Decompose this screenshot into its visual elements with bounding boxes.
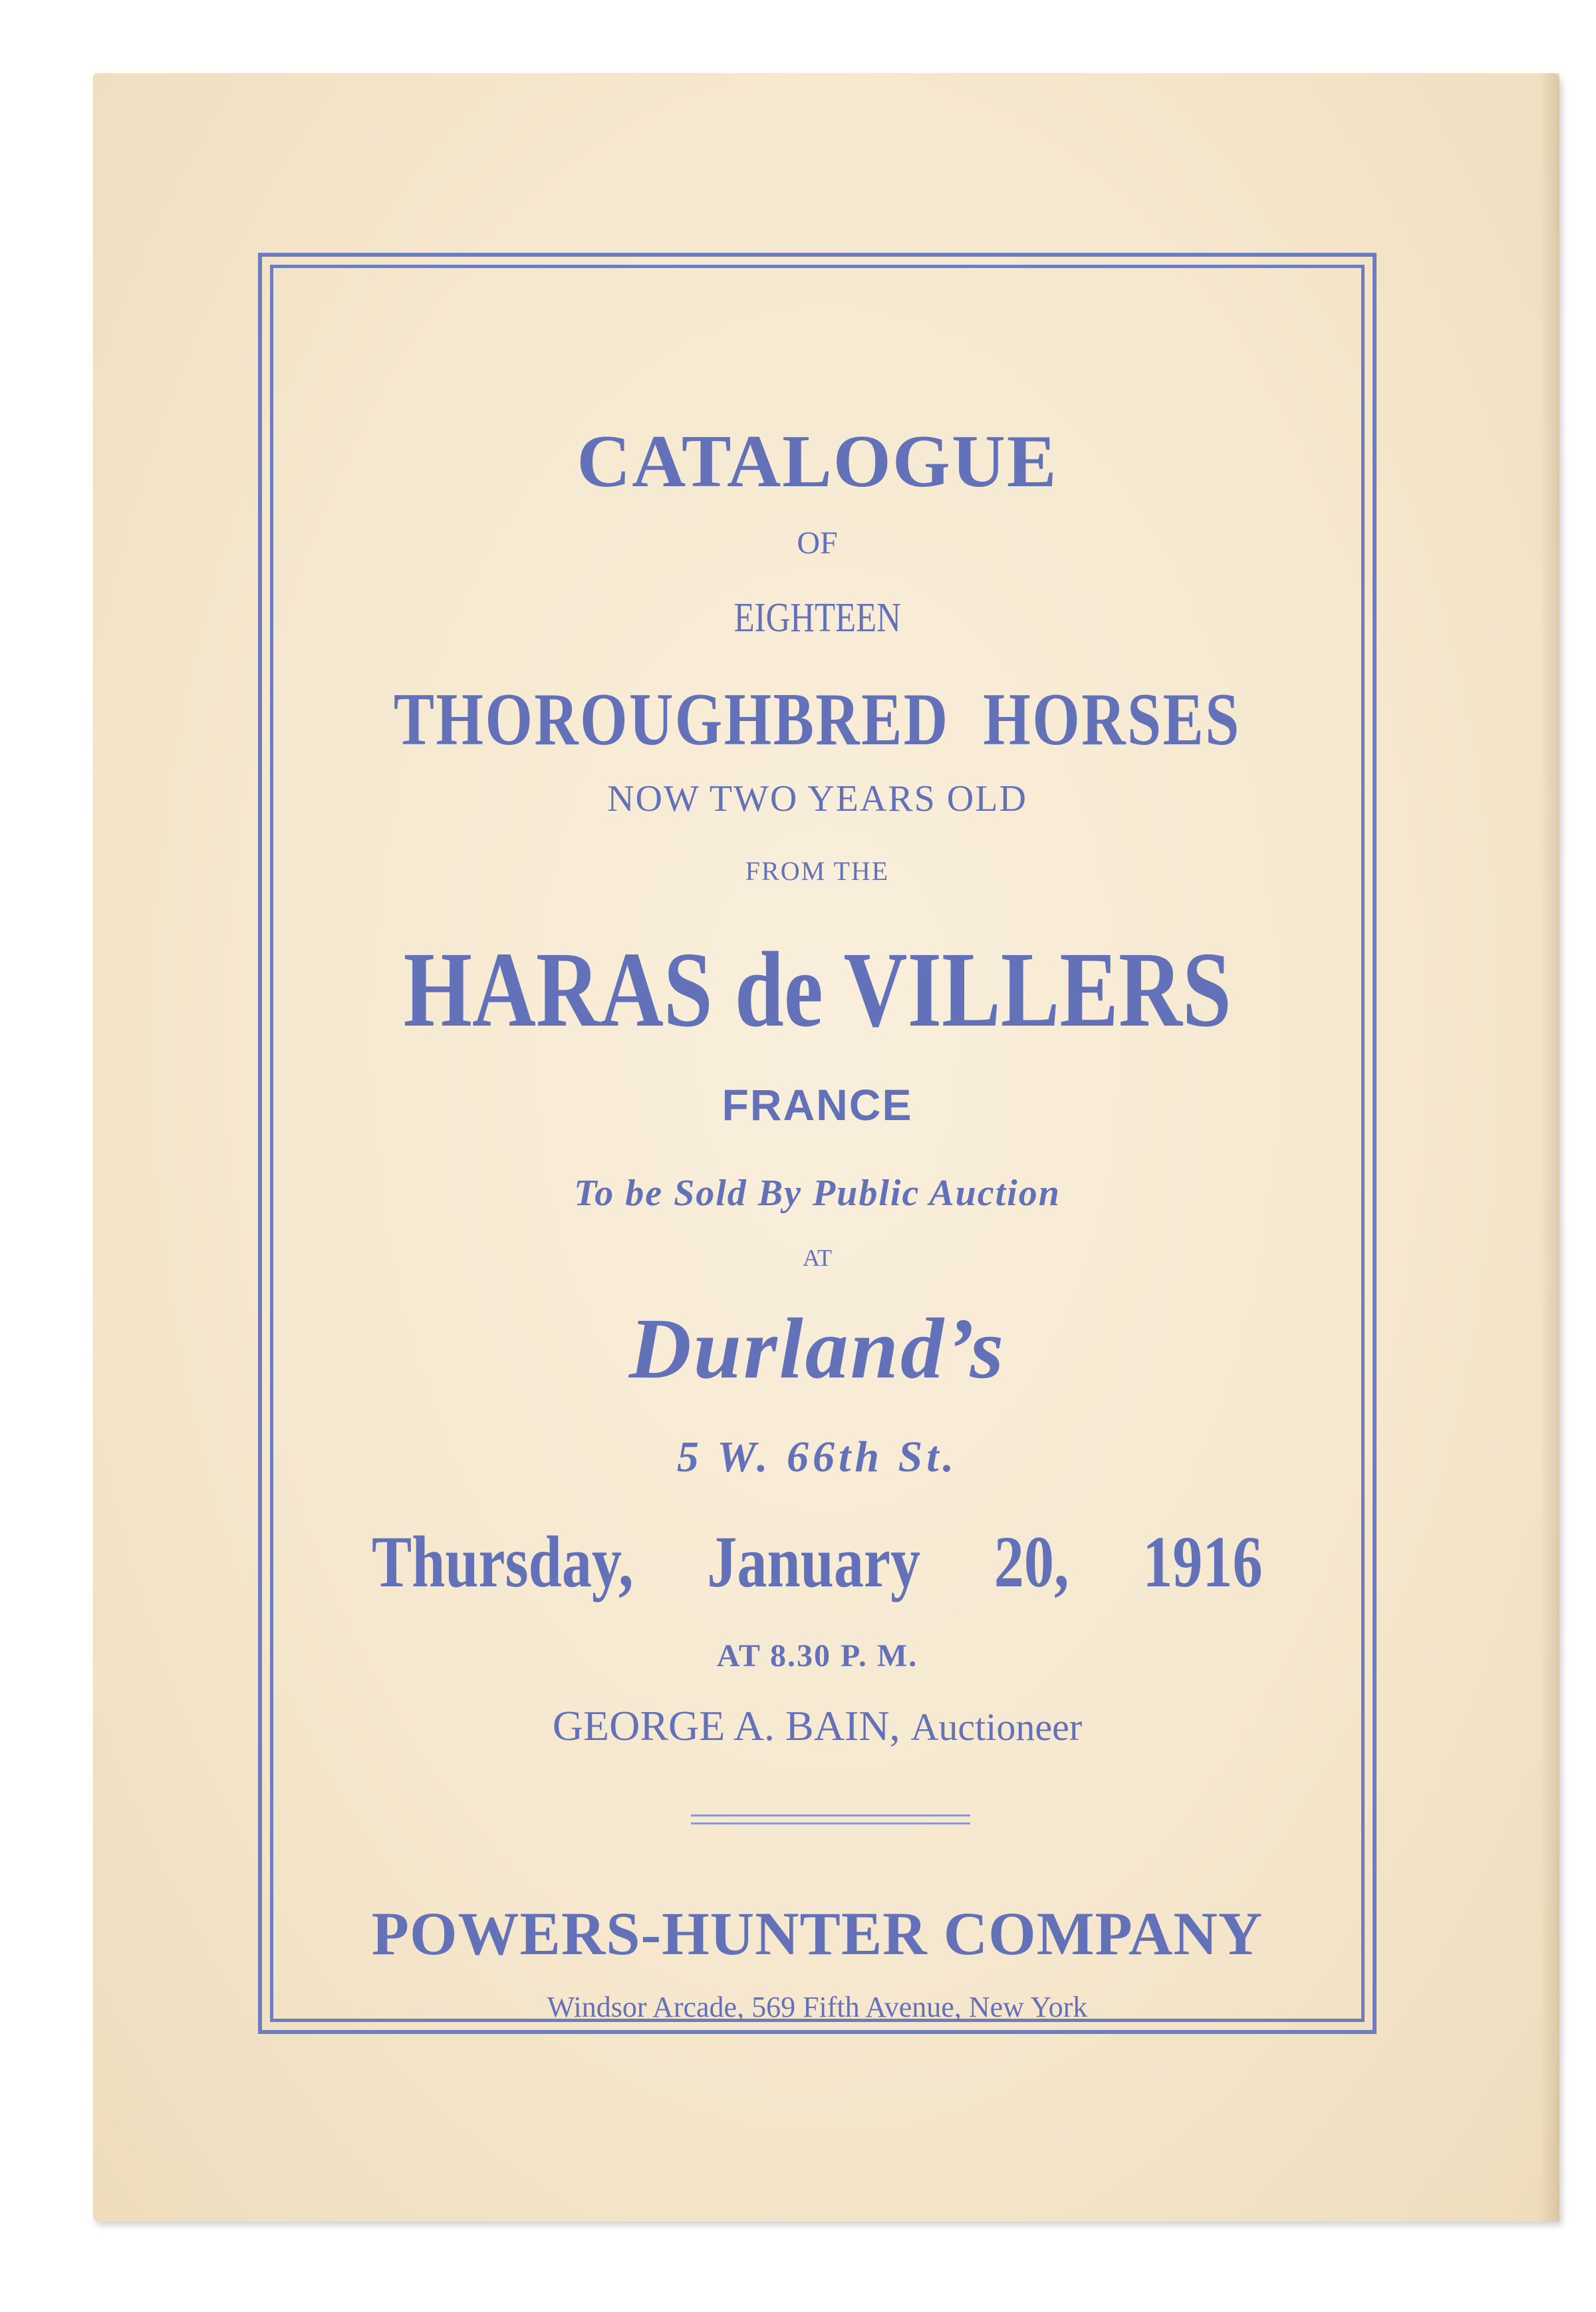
sale-time: AT 8.30 P. M. xyxy=(716,1638,918,1673)
auctioneer-role: Auctioneer xyxy=(910,1705,1083,1749)
stud-name xyxy=(270,931,1365,1050)
subject-text: THOROUGHBRED HORSES xyxy=(394,678,1241,761)
divider-rule-top xyxy=(691,1814,970,1816)
page-edge-shadow xyxy=(1539,73,1559,2222)
auctioneer-line xyxy=(270,1702,1365,1749)
divider-rule-bottom xyxy=(691,1822,970,1824)
auctioneer-name: GEORGE A. BAIN, xyxy=(552,1702,900,1749)
company-address: Windsor Arcade, 569 Fifth Avenue, New York xyxy=(547,1991,1088,2023)
sale-date-text: Thursday, January 20, 1916 xyxy=(372,1521,1263,1602)
country-line: FRANCE xyxy=(722,1080,913,1129)
stud-name-text: HARAS de VILLERS xyxy=(403,931,1232,1050)
catalogue-title xyxy=(270,420,1365,503)
age-line: NOW TWO YEARS OLD xyxy=(607,778,1027,819)
catalogue-cover xyxy=(93,73,1559,2222)
sale-date xyxy=(270,1521,1365,1602)
subject-line xyxy=(270,678,1365,761)
of-line: OF xyxy=(797,525,838,561)
sale-method-line: To be Sold By Public Auction xyxy=(574,1173,1061,1214)
catalogue-title-text: CATALOGUE xyxy=(577,420,1058,503)
venue-address: 5 W. 66th St. xyxy=(676,1433,958,1481)
venue-name: Durland’s xyxy=(628,1301,1006,1397)
count-text: EIGHTEEN xyxy=(733,595,901,641)
from-line: FROM THE xyxy=(745,856,890,886)
at-line: AT xyxy=(803,1244,832,1271)
cover-text xyxy=(270,265,1365,2022)
count-line xyxy=(270,597,1365,639)
company-name: POWERS-HUNTER COMPANY xyxy=(371,1900,1264,1967)
